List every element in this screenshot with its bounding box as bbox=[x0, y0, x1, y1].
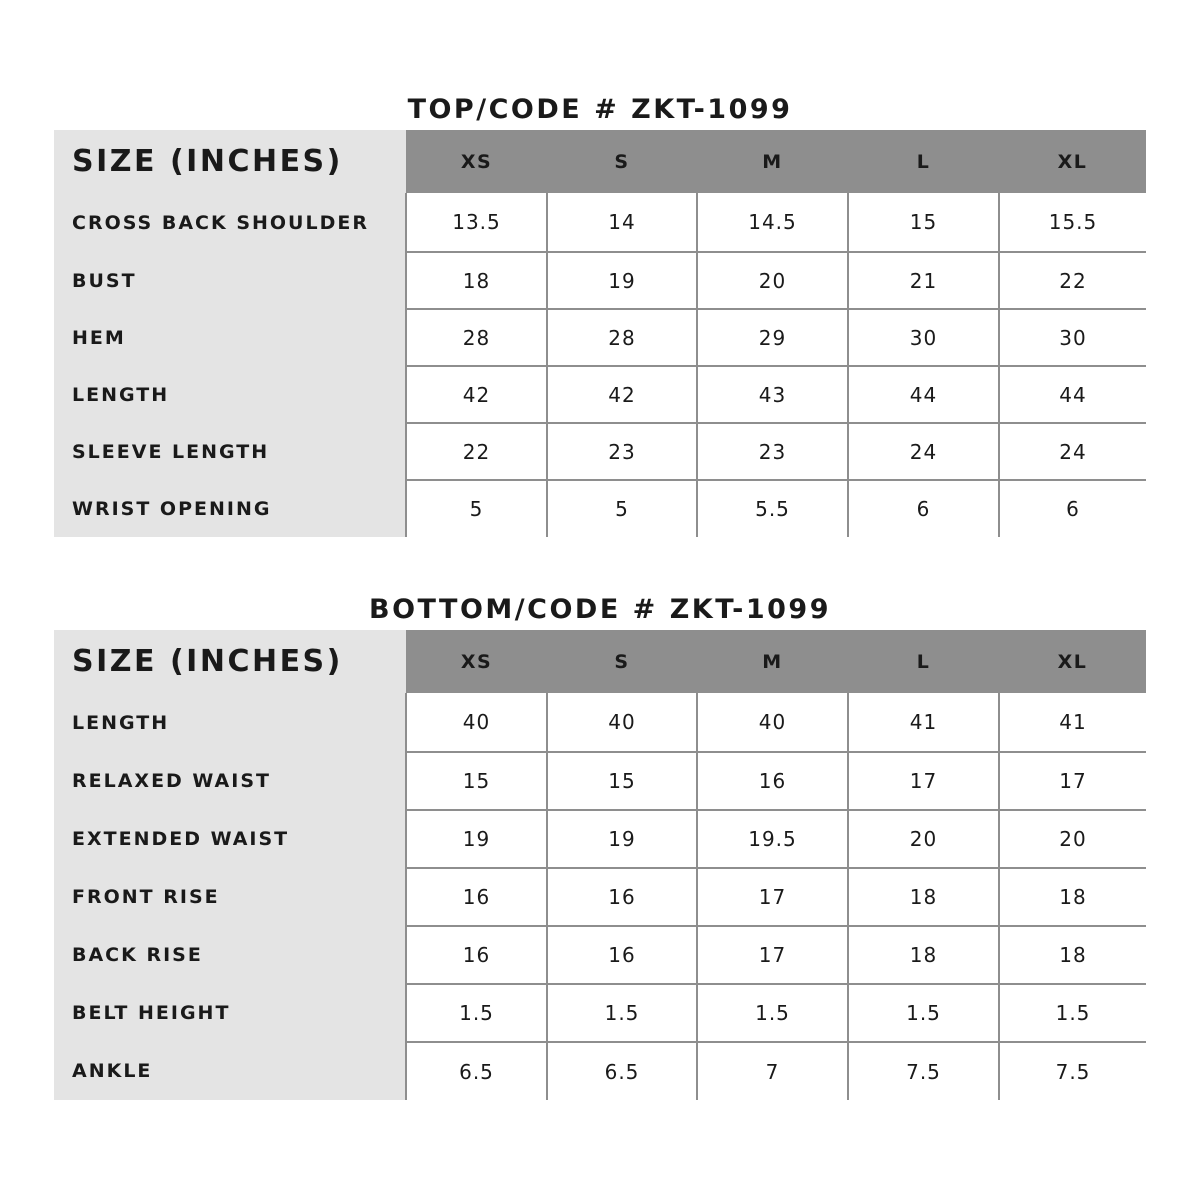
measurement-value: 28 bbox=[406, 309, 547, 366]
top-header-row bbox=[54, 130, 1146, 193]
measurement-value: 6 bbox=[848, 480, 999, 537]
measurement-value: 1.5 bbox=[697, 984, 848, 1042]
measurement-value: 13.5 bbox=[406, 193, 547, 252]
measurement-value: 19 bbox=[547, 252, 697, 309]
measurement-value: 19.5 bbox=[697, 810, 848, 868]
measurement-label: BELT HEIGHT bbox=[54, 984, 406, 1042]
measurement-value: 1.5 bbox=[547, 984, 697, 1042]
measurement-value: 16 bbox=[697, 752, 848, 810]
measurement-label: WRIST OPENING bbox=[54, 480, 406, 537]
measurement-value: 5 bbox=[547, 480, 697, 537]
measurement-label: EXTENDED WAIST bbox=[54, 810, 406, 868]
measurement-value: 41 bbox=[999, 693, 1146, 752]
measurement-value: 18 bbox=[999, 926, 1146, 984]
measurement-value: 15 bbox=[848, 193, 999, 252]
measurement-value: 18 bbox=[999, 868, 1146, 926]
measurement-value: 40 bbox=[406, 693, 547, 752]
measurement-value: 41 bbox=[848, 693, 999, 752]
size-column-xs: XS bbox=[406, 630, 547, 693]
measurement-value: 44 bbox=[999, 366, 1146, 423]
measurement-value: 40 bbox=[697, 693, 848, 752]
measurement-value: 17 bbox=[848, 752, 999, 810]
measurement-label: SLEEVE LENGTH bbox=[54, 423, 406, 480]
measurement-value: 5 bbox=[406, 480, 547, 537]
size-column-xl: XL bbox=[999, 130, 1146, 193]
measurement-value: 23 bbox=[697, 423, 848, 480]
table-row bbox=[54, 810, 1146, 868]
measurement-value: 1.5 bbox=[999, 984, 1146, 1042]
measurement-value: 24 bbox=[848, 423, 999, 480]
measurement-value: 15 bbox=[406, 752, 547, 810]
measurement-value: 14.5 bbox=[697, 193, 848, 252]
size-column-m: M bbox=[697, 130, 848, 193]
measurement-value: 5.5 bbox=[697, 480, 848, 537]
top-size-section bbox=[54, 90, 1146, 537]
measurement-value: 20 bbox=[999, 810, 1146, 868]
measurement-value: 18 bbox=[406, 252, 547, 309]
measurement-value: 19 bbox=[547, 810, 697, 868]
measurement-value: 6 bbox=[999, 480, 1146, 537]
measurement-label: BUST bbox=[54, 252, 406, 309]
bottom-header-row bbox=[54, 630, 1146, 693]
measurement-value: 22 bbox=[999, 252, 1146, 309]
size-header-label: SIZE (INCHES) bbox=[54, 130, 406, 193]
measurement-label: CROSS BACK SHOULDER bbox=[54, 193, 406, 252]
measurement-value: 42 bbox=[406, 366, 547, 423]
size-column-l: L bbox=[848, 130, 999, 193]
measurement-label: RELAXED WAIST bbox=[54, 752, 406, 810]
measurement-value: 23 bbox=[547, 423, 697, 480]
measurement-value: 17 bbox=[999, 752, 1146, 810]
measurement-value: 43 bbox=[697, 366, 848, 423]
measurement-value: 17 bbox=[697, 868, 848, 926]
measurement-value: 19 bbox=[406, 810, 547, 868]
measurement-value: 16 bbox=[547, 926, 697, 984]
table-row bbox=[54, 693, 1146, 752]
measurement-label: LENGTH bbox=[54, 693, 406, 752]
measurement-value: 17 bbox=[697, 926, 848, 984]
measurement-value: 7.5 bbox=[999, 1042, 1146, 1100]
measurement-value: 24 bbox=[999, 423, 1146, 480]
measurement-value: 22 bbox=[406, 423, 547, 480]
size-column-xl: XL bbox=[999, 630, 1146, 693]
measurement-value: 16 bbox=[406, 868, 547, 926]
measurement-value: 29 bbox=[697, 309, 848, 366]
measurement-value: 6.5 bbox=[406, 1042, 547, 1100]
size-header-label: SIZE (INCHES) bbox=[54, 630, 406, 693]
measurement-value: 44 bbox=[848, 366, 999, 423]
table-row bbox=[54, 423, 1146, 480]
measurement-value: 30 bbox=[848, 309, 999, 366]
measurement-value: 20 bbox=[848, 810, 999, 868]
size-column-s: S bbox=[547, 630, 697, 693]
measurement-value: 18 bbox=[848, 926, 999, 984]
top-size-table bbox=[54, 130, 1146, 537]
measurement-value: 16 bbox=[547, 868, 697, 926]
size-column-xs: XS bbox=[406, 130, 547, 193]
table-row bbox=[54, 366, 1146, 423]
table-row bbox=[54, 309, 1146, 366]
size-column-l: L bbox=[848, 630, 999, 693]
measurement-label: ANKLE bbox=[54, 1042, 406, 1100]
measurement-value: 1.5 bbox=[848, 984, 999, 1042]
measurement-value: 42 bbox=[547, 366, 697, 423]
measurement-label: FRONT RISE bbox=[54, 868, 406, 926]
measurement-label: HEM bbox=[54, 309, 406, 366]
measurement-label: BACK RISE bbox=[54, 926, 406, 984]
measurement-value: 40 bbox=[547, 693, 697, 752]
measurement-value: 6.5 bbox=[547, 1042, 697, 1100]
measurement-value: 16 bbox=[406, 926, 547, 984]
table-row bbox=[54, 868, 1146, 926]
bottom-size-table bbox=[54, 630, 1146, 1100]
measurement-value: 30 bbox=[999, 309, 1146, 366]
measurement-value: 1.5 bbox=[406, 984, 547, 1042]
measurement-label: LENGTH bbox=[54, 366, 406, 423]
table-row bbox=[54, 1042, 1146, 1100]
table-row bbox=[54, 752, 1146, 810]
measurement-value: 7.5 bbox=[848, 1042, 999, 1100]
measurement-value: 15.5 bbox=[999, 193, 1146, 252]
table-row bbox=[54, 252, 1146, 309]
measurement-value: 18 bbox=[848, 868, 999, 926]
table-row bbox=[54, 480, 1146, 537]
measurement-value: 14 bbox=[547, 193, 697, 252]
measurement-value: 20 bbox=[697, 252, 848, 309]
measurement-value: 21 bbox=[848, 252, 999, 309]
measurement-value: 28 bbox=[547, 309, 697, 366]
size-column-s: S bbox=[547, 130, 697, 193]
table-row bbox=[54, 193, 1146, 252]
table-row bbox=[54, 984, 1146, 1042]
size-column-m: M bbox=[697, 630, 848, 693]
table-row bbox=[54, 926, 1146, 984]
measurement-value: 15 bbox=[547, 752, 697, 810]
bottom-section-title: BOTTOM/CODE # ZKT-1099 bbox=[368, 594, 832, 625]
top-section-title: TOP/CODE # ZKT-1099 bbox=[407, 94, 793, 125]
bottom-size-section bbox=[54, 590, 1146, 1100]
measurement-value: 7 bbox=[697, 1042, 848, 1100]
